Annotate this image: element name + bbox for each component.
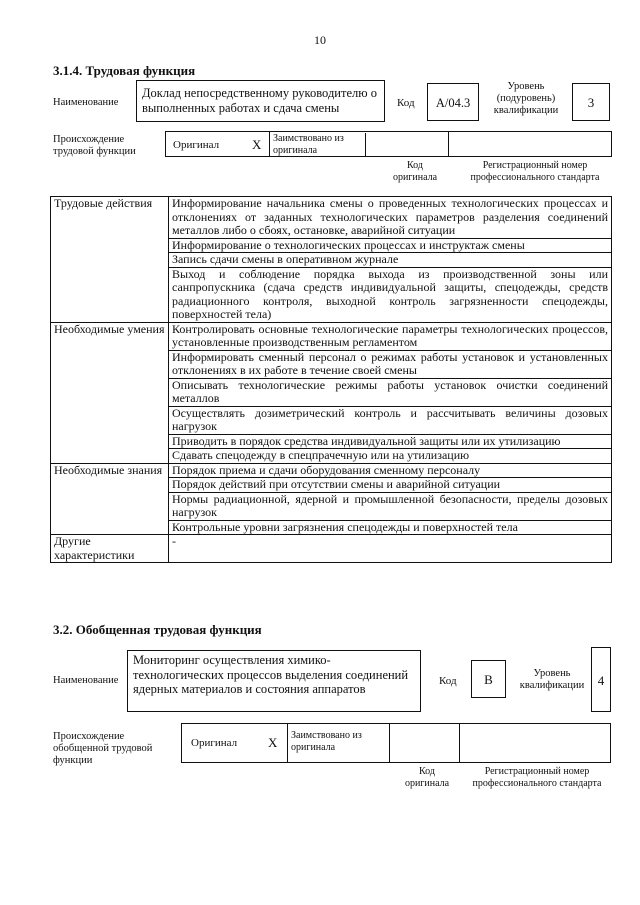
divider [389, 724, 390, 762]
code-original-caption: Код оригинала [404, 766, 450, 789]
other-label: Другие характеристики [51, 535, 169, 563]
borrowed-cell: Заимствовано из оригинала [291, 730, 362, 753]
table-row [51, 322, 612, 350]
original-mark: X [268, 735, 278, 750]
original-label: Оригинал [191, 737, 238, 749]
original-mark: X [252, 137, 262, 152]
borrowed-cell: Заимствовано из оригинала [270, 133, 366, 156]
labor-action-item: Информирование начальника смены о проведенных технологических процессах и отклонениях от заданных технологических параметров разделения соединений металлов либо о сбоях, остановке, аварийной ситуации [169, 197, 612, 239]
skill-item: Осуществлять дозиметрический контроль и рассчитывать величины дозовых нагрузок [169, 406, 612, 434]
labor-action-item: Выход и соблюдение порядка выхода из производственной зоны или санпропускника (сдача средств индивидуальной защиты, спецодежды, средств радиационного контроля, выходной контроль загрязненности спецодежды, поверхностей тела) [169, 267, 612, 322]
function-name-box: Доклад непосредственному руководителю о выполненных работах и сдача смены [136, 80, 385, 122]
function-table [50, 196, 612, 563]
code-label: Код [439, 675, 457, 687]
skill-item: Приводить в порядок средства индивидуальной защиты или их утилизацию [169, 434, 612, 449]
original-cell [182, 724, 288, 762]
knowledge-item: Нормы радиационной, ядерной и промышленной безопасности, пределы дозовых нагрузок [169, 492, 612, 520]
general-function-name-box: Мониторинг осуществления химико-технологических процессов выделения соединений ядерных материалов и состояния аппаратов [127, 650, 421, 712]
origin-row [181, 723, 611, 763]
level-label: Уровень квалификации [519, 668, 585, 691]
name-label: Наименование [53, 675, 119, 686]
skill-item: Описывать технологические режимы работы установок очистки соединений металлов [169, 378, 612, 406]
divider [459, 724, 460, 762]
knowledge-item: Контрольные уровни загрязнения спецодежды и поверхностей тела [169, 520, 612, 535]
level-label: Уровень (подуровень) квалификации [493, 81, 559, 116]
origin-label: Происхождение трудовой функции [53, 134, 136, 157]
original-label: Оригинал [173, 139, 220, 151]
section-heading-314: 3.1.4. Трудовая функция [53, 63, 196, 78]
code-label: Код [397, 97, 415, 109]
labor-action-item: Информирование о технологических процессах и инструктаж смены [169, 238, 612, 253]
origin-row [165, 131, 612, 157]
skills-label: Необходимые умения [51, 322, 169, 463]
other-value: - [169, 535, 612, 563]
reg-number-caption: Регистрационный номер профессионального стандарта [470, 160, 600, 183]
knowledge-item: Порядок действий при отсутствии смены и аварийной ситуации [169, 478, 612, 493]
labor-actions-label: Трудовые действия [51, 197, 169, 323]
code-value-box: В [471, 660, 506, 698]
knowledge-label: Необходимые знания [51, 463, 169, 535]
name-label: Наименование [53, 97, 119, 108]
skill-item: Контролировать основные технологические параметры технологических процессов, установленные производственным регламентом [169, 322, 612, 350]
reg-number-caption: Регистрационный номер профессионального стандарта [472, 766, 602, 789]
code-value-box: А/04.3 [427, 83, 479, 121]
level-value-box: 3 [572, 83, 610, 121]
table-row [51, 197, 612, 239]
knowledge-item: Порядок приема и сдачи оборудования сменному персоналу [169, 463, 612, 478]
table-row [51, 463, 612, 478]
original-cell [166, 132, 270, 156]
section-heading-32: 3.2. Обобщенная трудовая функция [53, 622, 262, 637]
skill-item: Информировать сменный персонал о режимах работы установок и установленных отклонениях в их работе в течение своей смены [169, 350, 612, 378]
table-row [51, 535, 612, 563]
page-number: 10 [314, 33, 326, 47]
code-original-caption: Код оригинала [392, 160, 438, 183]
labor-action-item: Запись сдачи смены в оперативном журнале [169, 253, 612, 268]
divider [448, 132, 449, 156]
level-value-box: 4 [591, 647, 611, 712]
skill-item: Сдавать спецодежду в спецпрачечную или на утилизацию [169, 449, 612, 464]
origin-label: Происхождение обобщенной трудовой функции [53, 731, 153, 766]
